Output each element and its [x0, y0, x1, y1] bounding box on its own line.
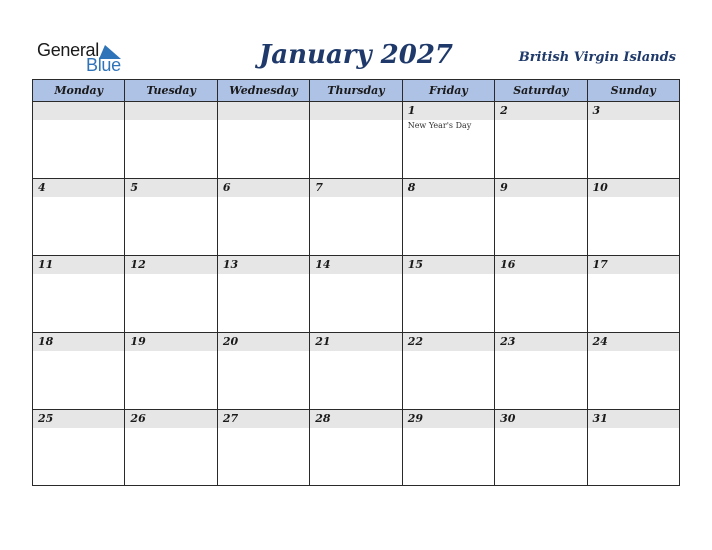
weekday-sunday: Sunday — [610, 84, 656, 97]
weekday-wednesday: Wednesday — [218, 80, 310, 101]
day-cell — [588, 410, 679, 486]
day-cell — [495, 102, 587, 178]
day-number: 5 — [130, 181, 139, 194]
day-cell — [495, 333, 587, 409]
day-number-strip — [403, 102, 494, 120]
calendar-week-row — [33, 179, 679, 256]
day-number-strip — [218, 102, 309, 120]
day-number: 26 — [130, 412, 146, 425]
day-cell — [125, 179, 217, 255]
day-number: 14 — [315, 258, 331, 271]
day-cell — [495, 256, 587, 332]
day-number: 15 — [407, 258, 423, 271]
day-number-strip — [33, 102, 124, 120]
day-cell — [125, 102, 217, 178]
calendar-week-row — [33, 333, 679, 410]
day-number: 4 — [38, 181, 46, 194]
weekday-monday: Monday — [33, 80, 125, 101]
day-cell — [218, 410, 310, 486]
day-number: 28 — [315, 412, 331, 425]
day-cell — [125, 333, 217, 409]
day-cell — [218, 179, 310, 255]
day-number: 25 — [38, 412, 54, 425]
page-title: January 2027 — [258, 40, 454, 70]
day-number: 1 — [407, 104, 416, 117]
day-number-strip — [125, 179, 216, 197]
day-number: 17 — [592, 258, 608, 271]
day-cell — [403, 256, 495, 332]
calendar-week-row — [33, 256, 679, 333]
day-number: 27 — [222, 412, 239, 425]
day-cell — [588, 333, 679, 409]
weekday-header-row — [33, 80, 679, 102]
day-number-strip — [218, 179, 309, 197]
day-number: 16 — [500, 258, 516, 271]
weekday-tuesday: Tuesday — [125, 80, 217, 101]
day-number-strip — [33, 179, 124, 197]
day-number: 23 — [500, 335, 516, 348]
day-cell — [403, 333, 495, 409]
day-number: 3 — [592, 104, 601, 117]
day-number-strip — [495, 179, 586, 197]
day-cell — [310, 410, 402, 486]
day-cell — [33, 333, 125, 409]
day-cell — [33, 102, 125, 178]
day-number: 6 — [222, 181, 231, 194]
logo-word-blue: Blue — [86, 55, 121, 75]
weekday-saturday: Saturday — [495, 80, 587, 101]
holiday-label: New Year's Day — [407, 121, 472, 130]
day-number-strip — [310, 102, 401, 120]
day-number: 20 — [222, 335, 239, 348]
day-cell — [125, 410, 217, 486]
day-number: 30 — [500, 412, 516, 425]
day-number: 22 — [407, 335, 423, 348]
day-number-strip — [495, 102, 586, 120]
day-cell — [495, 179, 587, 255]
day-cell — [403, 179, 495, 255]
day-cell — [403, 410, 495, 486]
day-cell — [125, 256, 217, 332]
day-cell — [310, 179, 402, 255]
day-cell — [588, 102, 679, 178]
day-cell — [310, 333, 402, 409]
calendar-week-row — [33, 410, 679, 486]
day-cell — [218, 102, 310, 178]
weekday-friday: Friday — [403, 80, 495, 101]
day-cell — [33, 410, 125, 486]
day-number: 13 — [222, 258, 239, 271]
day-number: 11 — [38, 258, 54, 271]
day-number: 12 — [130, 258, 146, 271]
day-number: 7 — [315, 181, 323, 194]
day-number: 9 — [500, 181, 508, 194]
day-cell — [310, 102, 402, 178]
day-number-strip — [125, 102, 216, 120]
day-cell — [33, 179, 125, 255]
logo-word-general: General — [37, 40, 99, 60]
day-number-strip — [403, 179, 494, 197]
day-number: 31 — [592, 412, 608, 425]
day-cell — [403, 102, 495, 178]
day-number-strip — [588, 102, 679, 120]
day-number: 10 — [592, 181, 608, 194]
calendar-week-row — [33, 102, 679, 179]
day-number: 29 — [407, 412, 423, 425]
day-number-strip — [310, 179, 401, 197]
day-number: 2 — [500, 104, 508, 117]
day-cell — [218, 333, 310, 409]
day-number: 19 — [130, 335, 146, 348]
day-number: 21 — [315, 335, 331, 348]
day-cell — [33, 256, 125, 332]
weekday-thursday: Thursday — [310, 80, 402, 101]
day-cell — [588, 256, 679, 332]
country-label: British Virgin Islands — [518, 50, 676, 65]
day-number: 24 — [592, 335, 608, 348]
calendar-grid — [32, 79, 680, 486]
day-cell — [495, 410, 587, 486]
day-number: 8 — [407, 181, 416, 194]
calendar-weeks — [33, 102, 679, 486]
day-cell — [310, 256, 402, 332]
day-number: 18 — [38, 335, 54, 348]
day-cell — [588, 179, 679, 255]
day-cell — [218, 256, 310, 332]
